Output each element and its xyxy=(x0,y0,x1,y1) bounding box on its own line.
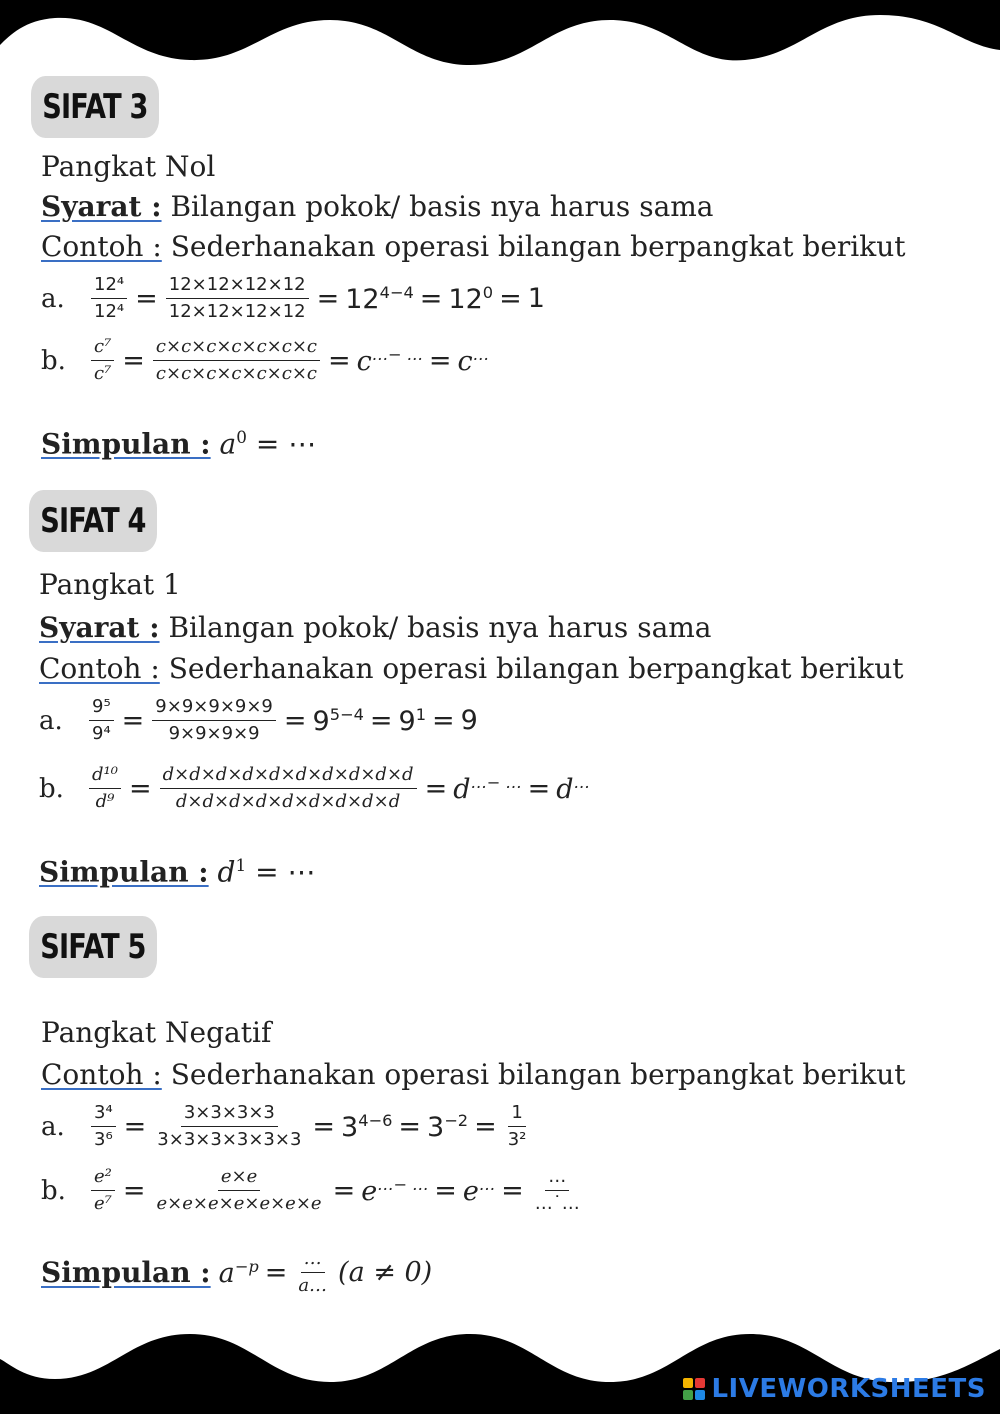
syarat-label: Syarat : xyxy=(41,190,162,223)
sifat-4-contoh xyxy=(39,652,904,686)
sifat-3-example-b: b. $\frac{\text{c⁷}}{\text{c⁷}}$ = $\frac{c\times c\times c\times c\times c\times c\times c}{c\times c\times c\times c\times c\times c\times c}$ = c…− … = c… xyxy=(41,336,489,384)
result: 1 xyxy=(527,283,545,314)
sifat-4-syarat xyxy=(39,611,712,645)
syarat-label: Syarat : xyxy=(39,611,160,644)
example-label: a. xyxy=(41,283,65,314)
power: $12^{4-4}$ xyxy=(345,282,414,315)
sifat-3-contoh xyxy=(41,230,906,264)
fraction: $\frac{\dots}{a\dots}$ xyxy=(298,1248,328,1296)
example-label: a. xyxy=(41,1111,65,1142)
syarat-text: Bilangan pokok/ basis nya harus sama xyxy=(170,190,714,223)
fraction: $\frac{\text{3⁴}}{\text{3⁶}}$ xyxy=(91,1102,116,1151)
fraction: $\frac{1}{\text{3²}}$ xyxy=(507,1102,527,1150)
sifat-3-title: Pangkat Nol xyxy=(41,150,216,183)
contoh-text: Sederhanakan operasi bilangan berpangkat berikut xyxy=(170,1058,906,1091)
fraction: $\frac{\dots}{\dots˙\dots}$ xyxy=(534,1166,580,1214)
sifat-5-badge: SIFAT 5 xyxy=(29,916,157,978)
fraction: $\frac{12\times 12\times 12\times 12}{12\times 12\times 12\times 12}$ xyxy=(166,274,309,323)
example-label: a. xyxy=(39,705,63,736)
power: $9^{5-4}$ xyxy=(312,704,364,737)
simpulan-label: Simpulan : xyxy=(39,855,209,889)
contoh-label: Contoh : xyxy=(41,230,162,263)
fraction: $\frac{\text{c⁷}}{\text{c⁷}}$ xyxy=(91,336,114,385)
sifat-4-example-a: a. $\frac{\text{9⁵}}{\text{9⁴}}$ = $\frac{9\times 9\times 9\times 9\times 9}{9\times 9\times 9\times 9}$ = $9^{5-4}$ = $9^1$ = 9 xyxy=(39,696,478,744)
sifat-5-title: Pangkat Negatif xyxy=(41,1016,272,1049)
simpulan-label: Simpulan : xyxy=(41,1256,211,1289)
syarat-text: Bilangan pokok/ basis nya harus sama xyxy=(168,611,712,644)
result: 9 xyxy=(460,705,478,736)
power: d… xyxy=(556,772,590,805)
fraction: $\frac{d\times d\times d\times d\times d\times d\times d\times d\times d\times d}{d\times d\times d\times d\times d\times d\times d\times d\times d}$ xyxy=(160,764,417,813)
contoh-text: Sederhanakan operasi bilangan berpangkat berikut xyxy=(168,652,904,685)
contoh-label: Contoh : xyxy=(39,652,160,685)
power: c… xyxy=(457,344,489,377)
fraction: $\frac{e\times e}{e\times e\times e\times e\times e\times e\times e}$ xyxy=(156,1166,322,1214)
sifat-5-example-b: b. $\frac{\text{e²}}{\text{e⁷}}$ = $\frac{e\times e}{e\times e\times e\times e\times e\times e\times e}$ = e…− … = e… = $\frac{\dots}{\dots˙\dots}$ xyxy=(41,1166,585,1215)
contoh-label: Contoh : xyxy=(41,1058,162,1091)
power: c…− … xyxy=(356,344,423,377)
power: $a^{-p}$ xyxy=(218,1256,259,1289)
sifat-5-contoh xyxy=(41,1058,906,1092)
sifat-5-example-a: a. $\frac{\text{3⁴}}{\text{3⁶}}$ = $\frac{3\times 3\times 3\times 3}{3\times 3\times 3\times 3\times 3\times 3}$ = $3^{4-6}$ = $3^{-2}$ = $\frac{1}{\text{3²}}$ xyxy=(41,1102,531,1151)
sifat-4-title: Pangkat 1 xyxy=(39,568,181,601)
fraction: $\frac{9\times 9\times 9\times 9\times 9}{9\times 9\times 9\times 9}$ xyxy=(152,696,276,745)
contoh-text: Sederhanakan operasi bilangan berpangkat berikut xyxy=(170,230,906,263)
sifat-3-example-a: a. $\frac{\text{12⁴}}{\text{12⁴}}$ = $\frac{12\times 12\times 12\times 12}{12\times 12\times 12\times 12}$ = $12^{4-4}$ = $12^0$ = 1 xyxy=(41,274,545,322)
fraction: $\frac{\text{e²}}{\text{e⁷}}$ xyxy=(91,1166,115,1215)
power: e… xyxy=(462,1174,496,1207)
brand-icon xyxy=(683,1378,705,1400)
sifat-5-simpulan: Simpulan : $a^{-p}$ = $\frac{\dots}{a\dots}$ (a ≠ 0) xyxy=(41,1248,433,1296)
example-label: b. xyxy=(41,345,66,376)
sifat-4-badge: SIFAT 4 xyxy=(29,490,157,552)
fraction: $\frac{3\times 3\times 3\times 3}{3\times 3\times 3\times 3\times 3\times 3}$ xyxy=(157,1102,302,1150)
simpulan-label: Simpulan : xyxy=(41,427,211,461)
power: $12^0$ xyxy=(448,282,494,315)
power: d…− … xyxy=(453,772,522,805)
example-label: b. xyxy=(41,1175,66,1206)
sifat-4-simpulan: Simpulan : $d^1$ = ⋯ xyxy=(39,855,316,889)
sifat-3-syarat xyxy=(41,190,714,224)
sifat-4-example-b: b. $\frac{\text{d¹⁰}}{\text{d⁹}}$ = $\frac{d\times d\times d\times d\times d\times d\times d\times d\times d\times d}{d\times d\times d\times d\times d\times d\times d\times d\times d}$ = d…− … = d… xyxy=(39,764,590,812)
condition: (a ≠ 0) xyxy=(338,1257,433,1288)
fraction: $\frac{\text{12⁴}}{\text{12⁴}}$ xyxy=(91,274,127,323)
power: $9^1$ xyxy=(398,704,426,737)
fraction: $\frac{c\times c\times c\times c\times c\times c\times c}{c\times c\times c\times c\times c\times c\times c}$ xyxy=(153,336,320,385)
example-label: b. xyxy=(39,773,64,804)
power: e…− … xyxy=(361,1174,429,1207)
power: $3^{-2}$ xyxy=(427,1110,469,1143)
sifat-3-badge: SIFAT 3 xyxy=(31,76,159,138)
fraction: $\frac{\text{d¹⁰}}{\text{d⁹}}$ xyxy=(89,764,121,813)
brand-text: LIVEWORKSHEETS xyxy=(711,1374,986,1404)
liveworksheets-logo xyxy=(683,1374,986,1404)
power: $3^{4-6}$ xyxy=(341,1110,393,1143)
sifat-3-simpulan: Simpulan : $a^0$ = ⋯ xyxy=(41,427,317,461)
fraction: $\frac{\text{9⁵}}{\text{9⁴}}$ xyxy=(89,696,114,745)
